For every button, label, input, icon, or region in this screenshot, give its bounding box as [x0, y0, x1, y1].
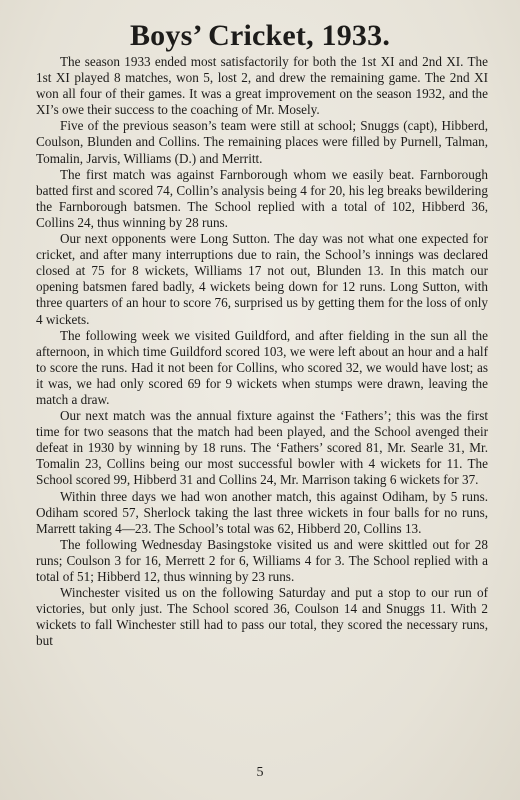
paragraph-farnborough: The first match was against Farnborough whom we easily beat. Farnborough batted first and scored 74, Collin’s analysis being 4 for 20, his leg breaks bewildering the Farnborough batsmen. The School replied with a total of 102, Hibberd 36, Collins 24, thus winning by 28 runs.	[36, 166, 488, 230]
paragraph-winchester: Winchester visited us on the following Saturday and put a stop to our run of victories, but only just. The School scored 36, Coulson 14 and Snuggs 11. With 2 wickets to fall Winchester still had to pass our total, they scored the necessary runs, but	[36, 585, 488, 649]
paragraph-basingstoke: The following Wednesday Basingstoke visited us and were skittled out for 28 runs; Coulson 3 for 16, Merrett 2 for 6, Williams 4 for 3. The School replied with a total of 51; Hibberd 12, thus winning by 23 runs.	[36, 536, 488, 584]
page-title: Boys’ Cricket, 1933.	[129, 19, 391, 52]
paragraph-odiham: Within three days we had won another match, this against Odiham, by 5 runs. Odiham scored 57, Sherlock taking the last three wickets in four balls for no runs, Marrett taking 4—23. The School’s total was 62, Hibberd 20, Collins 13.	[36, 488, 488, 536]
paragraph-guildford: The following week we visited Guildford, and after fielding in the sun all the afternoon, in which time Guildford scored 103, we were left about an hour and a half to score the runs. Had it not been for Collins, who scored 32, we would have lost; as it was, we had only scored 69 for 9 wickets when stumps were drawn, leaving the match a draw.	[36, 327, 488, 407]
paragraph-team: Five of the previous season’s team were still at school; Snuggs (capt), Hibberd, Coulson, Blunden and Collins. The remaining places were filled by Purnell, Talman, Tomalin, Jarvis, Williams (D.) and Merritt.	[36, 118, 488, 166]
paragraph-fathers: Our next match was the annual fixture against the ‘Fathers’; this was the first time for two seasons that the match had been played, and the School avenged their defeat in 1930 by winning by 18 runs. The ‘Fathers’ scored 81, Mr. Searle 31, Mr. Tomalin 23, Collins being our most successful bowler with 4 wickets for 11. The School scored 99, Hibberd 31 and Collins 24, Mr. Marrison taking 6 wickets for 37.	[36, 408, 488, 488]
article-body	[36, 54, 488, 649]
paragraph-long-sutton: Our next opponents were Long Sutton. The day was not what one expected for cricket, and after many interruptions due to rain, the School’s innings was declared closed at 75 for 8 wickets, Williams 17 not out, Blunden 13. In this match our opening batsmen fared badly, 4 wickets being down for 12 runs. Long Sutton, with three quarters of an hour to score 76, surprised us by getting them for the loss of only 4 wickets.	[36, 231, 488, 327]
paragraph-season-summary: The season 1933 ended most satisfactorily for both the 1st XI and 2nd XI. The 1st XI played 8 matches, won 5, lost 2, and drew the remaining game. The 2nd XI won all four of their games. It was a great improvement on the season 1932, and the XI’s owe their success to the coaching of Mr. Mosely.	[36, 54, 488, 118]
page-number: 5	[256, 765, 264, 780]
